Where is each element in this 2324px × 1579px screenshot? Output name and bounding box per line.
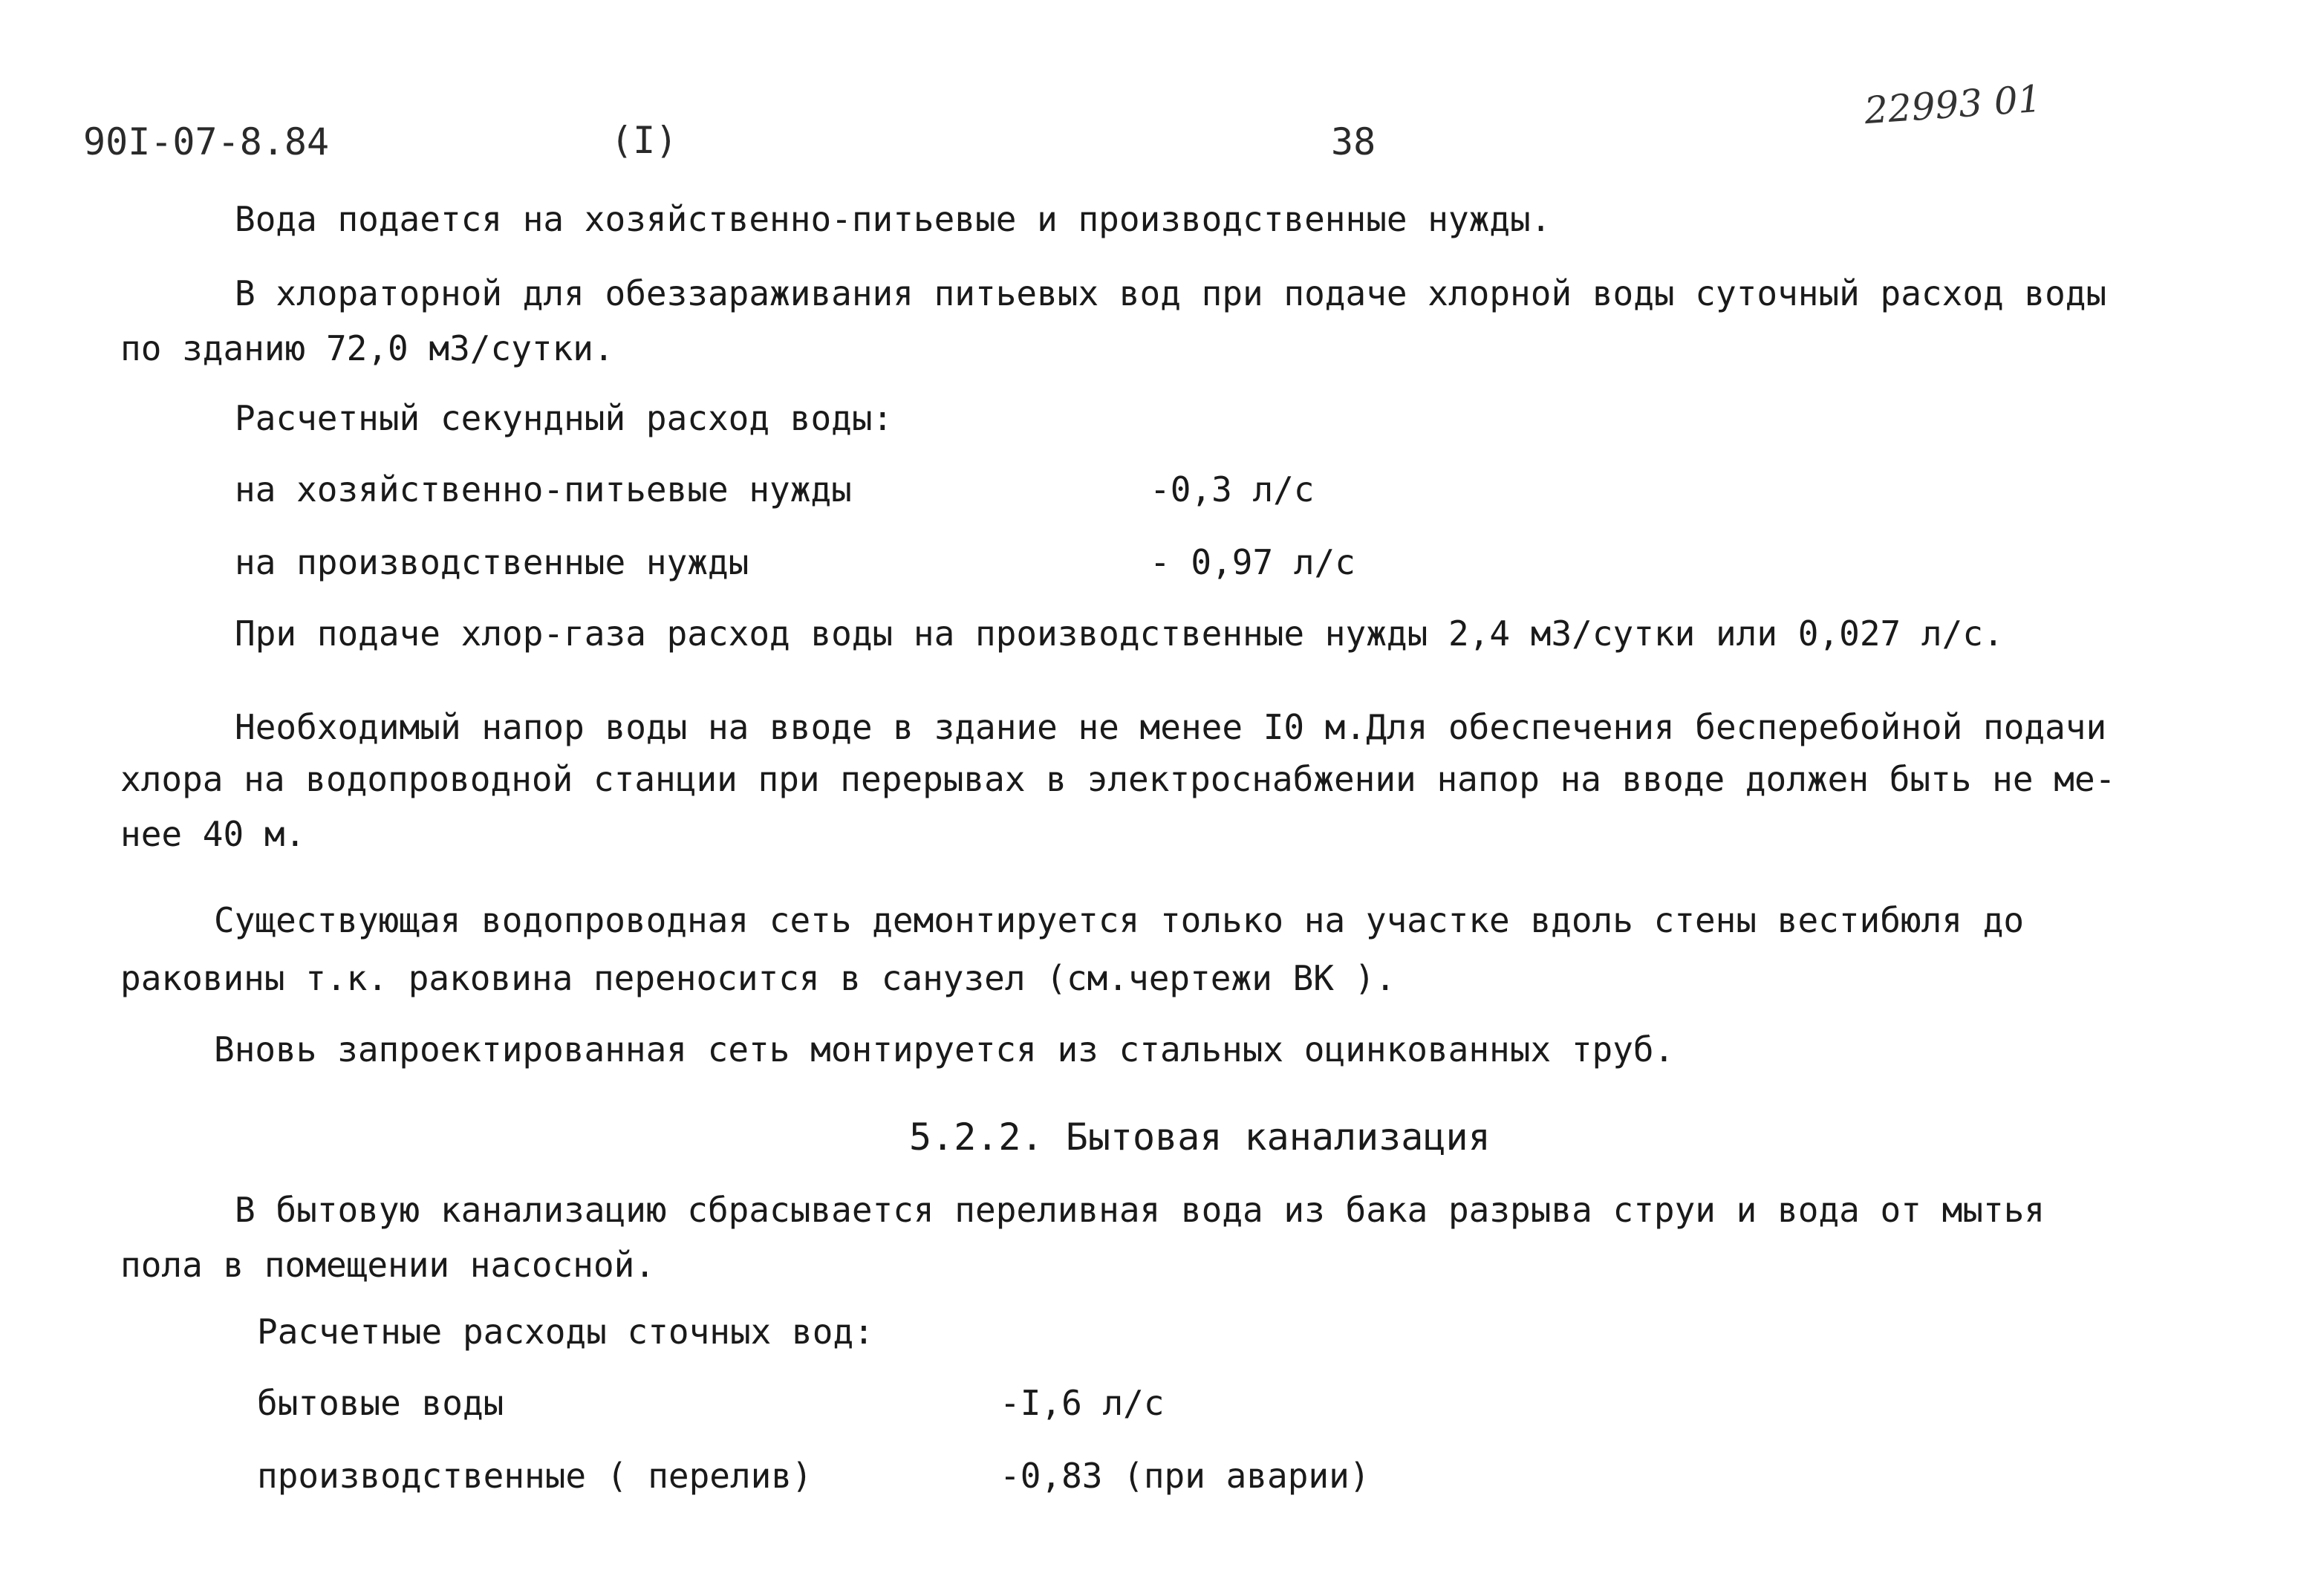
- flow-row-value: -0,3 л/с: [1150, 469, 1315, 509]
- handwritten-note: 22993 01: [1863, 76, 2043, 133]
- paragraph-sewer-line2: пола в помещении насосной.: [120, 1245, 656, 1285]
- sewer-flow-row-value: -0,83 (при аварии): [1000, 1456, 1370, 1496]
- paragraph-existing-line1: Существующая водопроводная сеть демонтируется только на участке вдоль стены вестибюля до: [214, 900, 2025, 940]
- sheet-mark: (I): [611, 119, 678, 162]
- flow-row-label: на хозяйственно-питьевые нужды: [235, 469, 852, 509]
- section-heading: 5.2.2. Бытовая канализация: [909, 1116, 1491, 1159]
- flow-row-value: - 0,97 л/с: [1150, 542, 1355, 582]
- paragraph-pressure-line2: хлора на водопроводной станции при перерывах в электроснабжении напор на вводе должен быть не ме-: [120, 759, 2116, 799]
- sewer-flow-row-label: бытовые воды: [257, 1383, 504, 1423]
- paragraph-sewer-line1: В бытовую канализацию сбрасывается переливная вода из бака разрыва струи и вода от мытья: [235, 1190, 2045, 1230]
- sewer-flow-row-value: -I,6 л/с: [1000, 1383, 1165, 1423]
- page-number: 38: [1331, 120, 1376, 163]
- paragraph-pressure-line1: Необходимый напор воды на вводе в здание не менее I0 м.Для обеспечения бесперебойной подачи: [235, 707, 2107, 747]
- paragraph-existing-line2: раковины т.к. раковина переносится в санузел (см.чертежи ВК ).: [120, 958, 1396, 998]
- sewer-flow-row-label: производственные ( перелив): [257, 1456, 813, 1496]
- sewer-flow-label: Расчетные расходы сточных вод:: [257, 1312, 874, 1352]
- paragraph-new-network: Вновь запроектированная сеть монтируется из стальных оцинкованных труб.: [214, 1029, 1675, 1070]
- paragraph-chlorinator-line1: В хлораторной для обеззараживания питьевых вод при подаче хлорной воды суточный расход воды: [235, 273, 2107, 313]
- design-flow-label: Расчетный секундный расход воды:: [235, 398, 894, 438]
- paragraph-pressure-line3: нее 40 м.: [120, 814, 306, 854]
- flow-row-label: на производственные нужды: [235, 542, 749, 582]
- document-code: 90I-07-8.84: [83, 120, 330, 163]
- paragraph-water-purpose: Вода подается на хозяйственно-питьевые и производственные нужды.: [235, 199, 1552, 239]
- paragraph-chlorinator-line2: по зданию 72,0 м3/сутки.: [120, 328, 614, 368]
- paragraph-chlorine-gas: При подаче хлор-газа расход воды на производственные нужды 2,4 м3/сутки или 0,027 л/с.: [235, 613, 2004, 654]
